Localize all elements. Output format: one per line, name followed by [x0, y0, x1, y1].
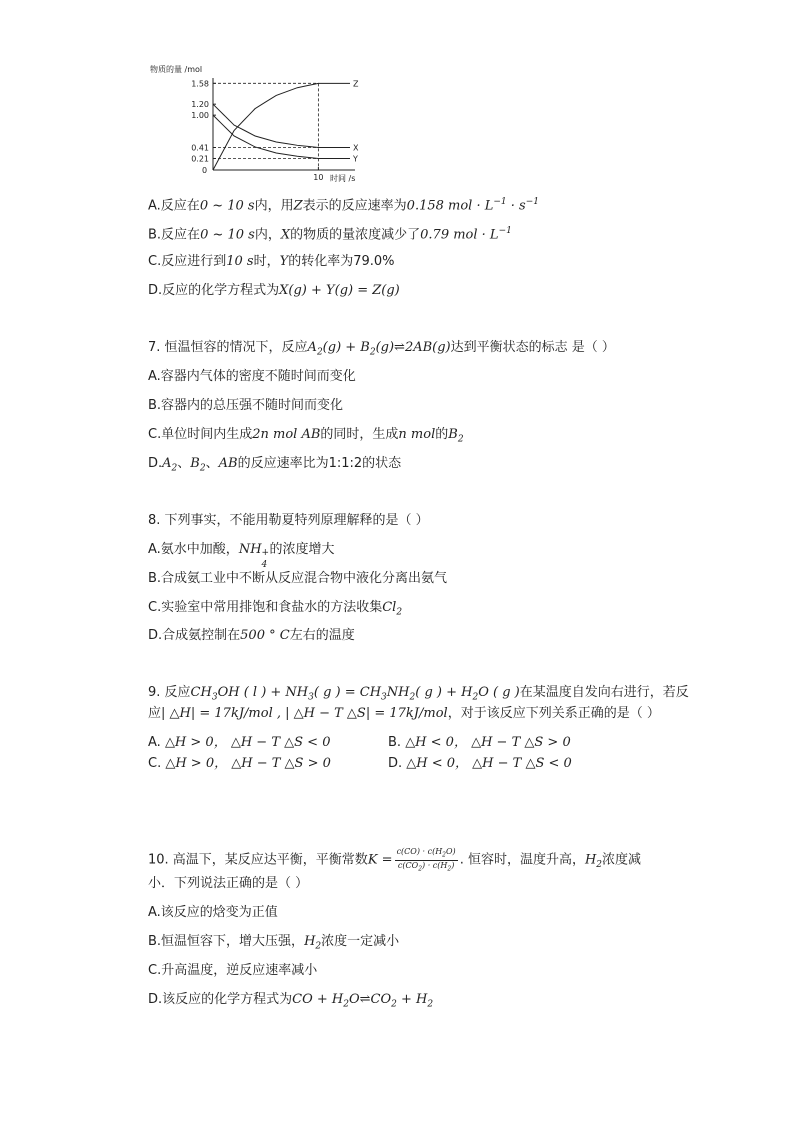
x-axis-label: 时间 /s	[330, 174, 356, 183]
q8-option-a: A.氨水中加酸，NH + 4 的浓度增大	[148, 542, 335, 570]
q10-option-a: A.该反应的焓变为正值	[148, 905, 278, 920]
q9-option-a: A. △H > 0， △H − T △S < 0	[148, 735, 331, 750]
q9-option-d: D. △H < 0， △H − T △S < 0	[388, 756, 572, 771]
y-axis-label: 物质的量 /mol	[150, 65, 203, 74]
series-label-X: X	[353, 143, 359, 153]
q10-stem-line1: 10. 高温下，某反应达平衡，平衡常数K = $\frac{c(CO) \cdot c(H_2O)}{c(CO_2) \cdot c(H_2)}$ . 恒容时，温度升高，$H_2$浓度减	[148, 847, 642, 873]
y-tick-label: 0.41	[191, 143, 209, 153]
y-tick-label: 1.58	[191, 79, 209, 89]
q8-stem: 8. 下列事实，不能用勒夏特列原理解释的是（ ）	[148, 513, 429, 528]
q9-stem-line1: 9. 反应$CH_3OH$ ( l ) + $NH_3$( g ) = $CH_3NH_2$( g ) + $H_2O$ ( g )在某温度自发向右进行，若反	[148, 685, 689, 703]
q6-option-d: D.反应的化学方程式为X(g) + Y(g) = Z(g)	[148, 283, 400, 298]
q6-option-a: A.反应在0 ~ 10 s内，用Z表示的反应速率为0.158 mol · $L^{-1} \cdot s^{-1}$	[148, 197, 540, 214]
q8-option-c: C.实验室中常用排饱和食盐水的方法收集$Cl_2$	[148, 600, 403, 618]
q6-option-c: C.反应进行到10 s时，Y的转化率为79.0%	[148, 254, 395, 269]
series-line-Z	[213, 83, 350, 170]
equilibrium-constant-fraction: $\frac{c(CO) \cdot c(H_2O)}{c(CO_2) \cdot c(H_2)}$	[396, 847, 456, 873]
series-line-X	[213, 104, 350, 147]
q10-stem-line2: 小．下列说法正确的是（ ）	[148, 876, 309, 891]
q7-option-c: C.单位时间内生成2n mol AB的同时，生成n mol的$B_2$	[148, 427, 464, 445]
q7-stem: 7. 恒温恒容的情况下，反应$A_2(g)$ + $B_2(g)\rightleftharpoons 2AB(g)$达到平衡状态的标志 是（ ）	[148, 340, 615, 358]
y-tick-label: 1.00	[191, 111, 209, 121]
q10-option-b: B.恒温恒容下，增大压强，$H_2$浓度一定减小	[148, 934, 400, 952]
q7-option-b: B.容器内的总压强不随时间而变化	[148, 398, 344, 413]
q6-option-b: B.反应在0 ~ 10 s内，X的物质的量浓度减少了0.79 mol · $L^{-1}$	[148, 226, 512, 243]
y-tick-label: 0.21	[191, 154, 209, 164]
q9-option-b: B. △H < 0， △H − T △S > 0	[388, 735, 571, 750]
series-label-Y: Y	[353, 154, 358, 164]
x-tick-label: 10	[313, 173, 324, 182]
series-line-Y	[213, 115, 350, 158]
q8-option-b: B.合成氨工业中不断从反应混合物中液化分离出氨气	[148, 571, 448, 586]
mole-time-chart	[140, 60, 360, 185]
y-tick-label: 1.20	[191, 100, 209, 110]
q10-option-d: D.该反应的化学方程式为CO + $H_2O\rightleftharpoons CO_2 + H_2$	[148, 992, 434, 1010]
origin-label: 0	[202, 166, 208, 175]
q9-option-c: C. △H > 0， △H − T △S > 0	[148, 756, 331, 771]
series-label-Z: Z	[353, 79, 359, 89]
q8-option-d: D.合成氨控制在500 ° C左右的温度	[148, 628, 355, 643]
q7-option-d: $D.A_2$、$B_2$、AB的反应速率比为1:1:2的状态	[148, 456, 402, 474]
q9-stem-line2: 应| △H| = 17kJ/mol , | △H − T △S| = 17kJ/mol，对于该反应下列关系正确的是（ ）	[148, 706, 660, 721]
q10-option-c: C.升高温度，逆反应速率减小	[148, 963, 318, 978]
q7-option-a: A.容器内气体的密度不随时间而变化	[148, 369, 356, 384]
